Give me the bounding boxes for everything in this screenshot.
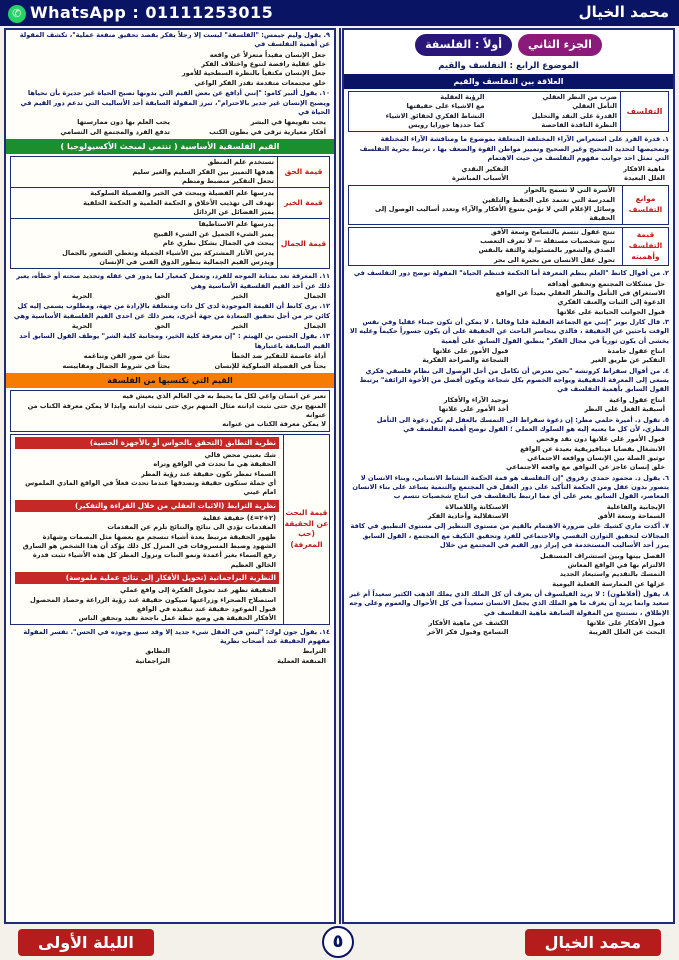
question-12-options <box>6 322 334 331</box>
option[interactable]: بحثاً في الفضيلة السلوكية للإنسان <box>214 361 326 370</box>
question-4-options <box>344 396 673 415</box>
option[interactable]: بحثاً في شروط الجمال ومقاييسه <box>62 361 170 370</box>
theory-item: السماء تمطر تكون حقيقة عند رؤية المطر <box>141 469 276 478</box>
option[interactable]: ماهية الافكار <box>623 164 665 173</box>
option[interactable]: الاستغراق في التأمل والنظر العقلي بعيداً عن الواقع <box>495 288 665 297</box>
option[interactable]: الشجاعة والصراحة الفكرية <box>422 356 509 365</box>
motive-item: الأسرة التي لا تسمح بالحوار <box>524 186 615 195</box>
option[interactable]: التمسك بالتقديم واستبعاد الجديد <box>559 570 665 579</box>
question-7-options <box>344 552 673 589</box>
question-3: ٣. قال كارل بوبر "إنني مع الجماعة العقلية قلبا وقالبا ، لا يمكن أن تكون جبناء عقليا وفي نفس الوقت باحثين عن الحقيقة ، فالذي يتجاسر الباحث عن الحقيقة على أن يكون جسوراً حكيماً وعليه الا يخشى أن يكون ثورياً في مجال الفكر" ينطبق القول السابق على أهمية <box>349 317 669 345</box>
question-14-options <box>6 647 334 666</box>
option[interactable]: البراجماتية <box>135 656 170 665</box>
motive-item: وسائل الإعلام التي لا تؤمن بتنوع الأفكار والآراء وتعدد أساليب الوصول إلى الحقيقة <box>375 204 615 223</box>
option[interactable]: التفكير النقدي <box>461 164 509 173</box>
option[interactable]: المنفعة العملية <box>277 656 326 665</box>
question-5: ٥. تقول د. أميرة حلمي مطر: إن دعوة سقراط الى التمسك بالعقل لم تكن دعوة الى التأمل النظري، لأن كل ما يعنيه إليه هو السلوك العملي ؛ القول توضح أهمية التفلسف في <box>376 415 669 433</box>
relation-row: القدرة على النقد والتحليل النشاط الفكري لحقائق الاشياء <box>385 111 617 120</box>
option[interactable]: انتاج عقول واعية <box>609 395 665 404</box>
option[interactable]: أداة عاصمة للتفكير ضد الخطأ <box>231 352 326 361</box>
question-8-options <box>344 619 673 638</box>
right-column <box>342 28 675 924</box>
theory-item: قبول الموعود حقيقة عند تنفيذه في الواقع <box>136 604 276 613</box>
option[interactable]: الخير <box>231 291 248 300</box>
theory-coherence: نظرية الترابط (الاثبات العقلي من خلال القراءة والتفكير) <box>15 500 279 512</box>
option[interactable]: الترابط <box>302 647 326 656</box>
question-10-options <box>6 118 334 137</box>
option[interactable]: الانشغال بقضايا ميتافيزيقية بعيدة عن الواقع <box>520 444 665 453</box>
question-8: ٨. يقول (أفلاطون) : لا يريد الفيلسوف أن يعرف أن كل الملك الذي يملك الذهب الكثير سعيداً أم غير سعيد وانما يريد أن يعرف ما هو الملك الذي يجعل الانسان سعيداً في كل الأحوال والعموم وعلى وجه الإطلاق ، نستنتج من المقولة السابقة ماهية التفلسف في <box>349 590 669 617</box>
question-4: ٤. من أقوال سقراط كروتشه "نحن نعترض أن تكامل من أجل الوصول الى نظام فلسفي فكري يسعى إلى المعرفة الحقيقية ويواجه الخصوم بكل شجاعة ويكون أفضل من الأخوة الزائفة" يرتبط القول السابق بأهمية التفلسف في <box>359 366 669 394</box>
option[interactable]: بحثاً عن صور الفن وتناغمه <box>83 352 170 361</box>
value-item: تنتج عقول تتسم بالتسامح وسعة الأفق <box>490 227 615 236</box>
acquired-values-header: القيم التي تكتسبها من الفلسفة <box>6 373 334 388</box>
option[interactable]: الإيجابية والفاعلية <box>606 502 665 511</box>
section-badge: أولاً : الفلسفة <box>415 34 512 56</box>
option[interactable]: الحق <box>154 322 170 331</box>
motive-item: المدرسة التي تعتمد على الحفظ والتلقين <box>482 195 615 204</box>
values-row: قيمة الحق تستخدم علم المنطق هدفها التمييز بين الفكر السليم والغير سليم تجعل التفكير منضبط ومنظم <box>11 157 329 188</box>
theory-pragmatic: النظرية البراجماتية (تحويل الأفكار إلى نتائج عملية ملموسة) <box>15 572 279 584</box>
option[interactable]: أخذ الأمور على علاتها <box>438 405 509 414</box>
relation-row: التأمل العقلي مع الاشياء على حقيقتها <box>406 102 617 111</box>
value-key: قيمة الخير <box>277 188 329 218</box>
relation-row: ضرب من النظر العقلي الرؤية العقلية <box>440 93 617 102</box>
theory-item: ظهور الحقيقة مرتبط بعدة أشياء تنسجم مع بعضها مثل البصمات وشهادة الشهود وضبط المسروقات في المنزل كل ذلك يؤكد أن هذا الشخص هو السارق <box>22 532 276 550</box>
page-number: ٥ <box>322 926 354 958</box>
option[interactable]: الحق <box>154 291 170 300</box>
relation-side-label: التفلسف <box>620 92 668 131</box>
option[interactable]: الفصل بينها وبين استشراف المستقبل <box>540 551 665 560</box>
option[interactable]: الجمال <box>303 322 326 331</box>
question-2-options <box>344 280 673 317</box>
option[interactable]: قبول الجوانب الحياتية على علاتها <box>557 307 665 316</box>
values-row: قيمة الجمال يدرسها علم الاستاطيقا يميز الشيء الجميل عن الشيء القبيح يبحث في الجمال بشكل نظري عام يدرس الآثار المشتركة بين الأشياء الجميلة وتعطي الشعور بالجمال ويدرس القيم الجمالية بتطور الذوق الفني في الإنسان <box>11 219 329 268</box>
option[interactable]: الاستكانة واللامبالاة <box>445 502 509 511</box>
theory-item: الأفكار الحقيقة هي وضع خطة عمل ناجحة تفيد وتحقق الناس <box>78 614 276 623</box>
value-item: تحول عقل الانسان من بحيرة الى بحر <box>493 255 615 264</box>
values-row: قيمة الخير يدرسها علم الفضيلة ويبحث في الخير والفضيلة السلوكية تهدف الى تهذيب الأخلاق و الحكمة العلمية و الحكمة الخلقية يميز الفضائل عن الرذائل <box>11 188 329 219</box>
question-11: ١١. المعرفة تعد بمثابة الموجه للفرد، وتعمل كمعيار لما يدور في عقله وتحديد صحته أو خطأه، يعبر ذلك عن أحد القيم الفلسفية الأساسية وهي <box>16 272 330 290</box>
option[interactable]: التفكير عن طريق الغير <box>590 356 665 365</box>
title-row <box>344 30 673 58</box>
question-9-options <box>6 51 334 88</box>
question-12: ١٢. يرى كانط أن القيمة الموجودة لدى كل ذات ومتعلقة بالإرادة من جهة، ومطلوب يسمى إليه كل كائن حر من أجل تحقيق السعادة من جهة أخرى، يعبر ذلك عن احدى القيم الفلسفية الأساسية وهي <box>13 302 330 320</box>
question-2: ٢. من أقوال كانط "العلم ينظم المعرفة أما الحكمة فتنظم الحياة" المقولة توضح دور التفلسف في <box>353 269 669 278</box>
option[interactable]: التسامح وقبول فكر الآخر <box>426 628 509 637</box>
relation-grid <box>348 91 669 132</box>
theory-item: رفع السماء بغير أعمدة ونمو النبات ونزول المطر كل هذه الأشياء تثبت قدرة الخالق العظيم <box>32 551 276 569</box>
option[interactable]: الكشف عن ماهية الأفكار <box>428 619 509 628</box>
question-13: ١٣. يقول الحسن بن الهيثم : "إن معرفة كلية الخير، ومجانبة كلية الشر" يوظف القول السابق أحد القيم السابقة باعتبارها <box>19 332 330 350</box>
option[interactable]: الحرية <box>71 322 92 331</box>
part-badge: الجزء الثاني <box>518 34 602 56</box>
motives-label: موانع التفلسف <box>622 186 668 223</box>
left-column <box>4 28 336 924</box>
values-table <box>10 156 330 269</box>
question-1-options <box>344 165 673 184</box>
value-box <box>348 227 669 266</box>
motives-box <box>348 185 669 224</box>
theory-item: (٢+٢=٤) حقيقة عقلية <box>202 513 276 522</box>
option[interactable]: الأسباب المباشرة <box>451 173 509 182</box>
option[interactable]: الالتزام بها في الواقع المعاش <box>567 560 665 569</box>
option[interactable]: الجمال <box>303 291 326 300</box>
question-6-options <box>344 503 673 522</box>
acquired-item: المنهج بري حتى نثبت ادانته مثال المتهم بري حتى تثبت ادانته وابدا لا يمكن معرفة الكتاب من عنوانه <box>27 401 326 419</box>
question-6: ٦. يقول د. محمود حمدي زقزوق "إن التفلسف هو قمة الحكمة النشاط الانساني، وبناء الانسان لا يتصور بدون عقل ومن الحكمة التأكيد على دور العقل في المجتمع والتنمية يساعد على بناء الانسان المعاصر، القول السابق يعبر على أي مما ارتبط بالتفلسف في انتاج شخصيات تتسم ب <box>352 473 669 501</box>
option[interactable]: انتاج عقول جامدة <box>607 347 665 356</box>
footer-author: محمد الخيال <box>525 929 661 956</box>
option[interactable]: العلل البعيدة <box>624 173 665 182</box>
option[interactable]: قبول الأفكار على علاتها <box>586 619 665 628</box>
option[interactable]: قبول الأمور على علاتها دون نقد وفحص <box>536 435 665 444</box>
option[interactable]: تدفع الفرد والمجتمع الى التسامي <box>60 127 170 136</box>
question-13-options <box>6 352 334 371</box>
option[interactable]: جعل الإنسان مفيداً متعزلاً عن واقعه <box>209 50 326 59</box>
value-key: قيمة الجمال <box>277 219 329 268</box>
value-item: تنتج شخصيات مستقلة — لا تعرف التعصب <box>480 237 615 246</box>
theory-item: شك بعيني محض قالي <box>204 450 276 459</box>
relation-row: النظرة الناقدة الفاحصة كما حددها جوزايا رويس <box>408 121 617 130</box>
option[interactable]: توحيد الآراء والأفكار <box>443 395 509 404</box>
topic-title: الموضوع الرابع : التفلسف والقيم <box>438 60 579 71</box>
question-5-options <box>344 435 673 472</box>
column-divider <box>339 28 341 924</box>
option[interactable]: الحرية <box>71 291 92 300</box>
question-1: ١. قدرة الفرد على استعراض الآراء المختلفة المتعلقة بموضوع ما ومناقشة الآراء المختلفة وتمحيصها لتحديد الصحيح وغير الصحيح وتمييز مواطن القوة والضعف بها ، ترتبط بحرية التفلسف التي تمثل احد جوانب مفهوم التفلسف من حيث الاهتمام <box>359 135 669 163</box>
whatsapp-number: WhatsApp : 01111253015 <box>30 3 274 22</box>
whatsapp-contact[interactable] <box>8 3 273 23</box>
author-name: محمد الخيال <box>578 3 669 21</box>
bottom-bar <box>0 926 679 960</box>
question-11-options <box>6 292 334 301</box>
option[interactable]: الاستقلالية وأحادية الفكر <box>427 512 509 521</box>
truth-search-label: قيمة البحث عن الحقيقة (حب المعرفة) <box>283 435 329 624</box>
question-14: ١٤. يقول جون لوك: "ليس في العقل شيء جديد إلا وقد سبق وجوده في الحس". تفسر المقولة مفهوم الحقيقة عند أصحاب نظرية <box>23 627 330 646</box>
option[interactable]: الخير <box>231 322 248 331</box>
option[interactable]: البحث عن العلل القريبة <box>588 628 665 637</box>
theory-item: أي جملة ستكون حقيقة وتصدقها عندما تحدث فعلاً في الواقع المادي الملموس امام عيني <box>25 478 276 497</box>
option[interactable]: خلق إنسان عاجز عن التوافق مع واقعه الاجتماعي <box>505 463 665 472</box>
option[interactable]: عزلها عن الممارسة الفعلية اليومية <box>552 579 665 588</box>
acquired-item: تعبر عن انسان واعي لكل ما يحيط به في العالم الذي يعيش فيه <box>122 392 326 401</box>
question-7: ٧. أكدت ماري كشيك على ضرورة الاهتمام بالقيم من مستوى التنظير إلى مستوى التطبيق في كافة المجالات لتحقيق التوازن النفسي والاجتماعي للفرد وتحقيق التكيف مع المجتمع ، القول السابق يبرز أحد الأساليب المستخدمة في إبراز دور القيم في المجتمع من خلال <box>350 522 669 550</box>
subtopic-header: العلاقة بين التفلسف والقيم <box>344 74 673 89</box>
option[interactable]: قبول الأمور على علاتها <box>432 347 509 356</box>
night-label: الليلة الأولى <box>18 929 154 956</box>
theory-item: الحقيقة تظهر عند تحويل الفكرة إلى واقع عملي <box>119 586 276 595</box>
option[interactable]: أفكار معيارية ترقى في بطون الكتب <box>209 127 326 136</box>
truth-theories <box>10 434 330 625</box>
value-label: قيمة التفلسف وأهميته <box>622 228 668 265</box>
option[interactable]: أسبقية الفعل على النظر <box>584 405 665 414</box>
values-header: القيم الفلسفية الأساسية ( تنتمي لمبحث الأكسيولوجيا ) <box>6 139 334 154</box>
option[interactable]: خلق مجتمعات متقدمة تقدر الفكر الواعي <box>194 78 326 87</box>
question-9: ٩. يقول وليم جيمس: "الفلسفة" ليست إلا رجلاً يفكر بقصد تحقيق منفعة عملية"، تكشف المقولة عن أهمية التفلسف في <box>19 31 330 49</box>
theory-correspondence: نظرية التطابق (التحقق بالحواس أو بالأجهزة الحسية) <box>15 437 279 449</box>
value-item: الصدق والشعور بالمسئولية والثقة بالنفس <box>478 246 615 255</box>
option[interactable]: خلق عقلية رافضة لتنوع واختلاف الفكر <box>201 60 326 69</box>
top-bar <box>0 0 679 26</box>
value-key: قيمة الحق <box>277 157 329 187</box>
option[interactable]: توثيق الصلة بين الإنسان وواقعه الاجتماعي <box>527 453 665 462</box>
theory-item: المقدمات تؤدي الى نتائج والنتائج تلزم عن المقدمات <box>107 523 276 532</box>
option[interactable]: السماحة وسعة الأفق <box>597 512 665 521</box>
question-3-options <box>344 347 673 366</box>
option[interactable]: يجب تقويمها في البشر <box>250 118 326 127</box>
theory-item: الحقيقة هي ما تحدث في الواقع وتراه <box>153 460 276 469</box>
acquired-values-box <box>10 390 330 431</box>
theory-item: استصلاح الصحراء وزراعتها سيكون حقيقة عند رؤية الزراعة وحصاد المحصول <box>30 595 276 604</box>
question-10: ١٠. يقول ألبير كامو: "إنني أدافع عن بعض القيم التي بدونها تصبح الحياة غير جديرة بأن نحياها ويصبح الإنسان غير جدير بالاحترام"، تبرز المقولة السابقة أحد الأساليب التي تدعم دور القيم في الحياة في <box>20 89 330 116</box>
whatsapp-icon: ✆ <box>8 5 26 23</box>
option[interactable]: الدعوة إلى الثبات والعنف الفكري <box>557 298 665 307</box>
acquired-item: لا يمكن معرفة الكتاب من عنوانه <box>222 420 326 429</box>
option[interactable]: جعل الإنسان مكتفياً بالنظرة السطحية للأمور <box>181 69 326 78</box>
option[interactable]: حل مشكلات المجتمع وتحقيق أهدافه <box>547 279 665 288</box>
option[interactable]: التطابق <box>145 647 170 656</box>
option[interactable]: يجب العلم بها دون ممارستها <box>77 118 170 127</box>
